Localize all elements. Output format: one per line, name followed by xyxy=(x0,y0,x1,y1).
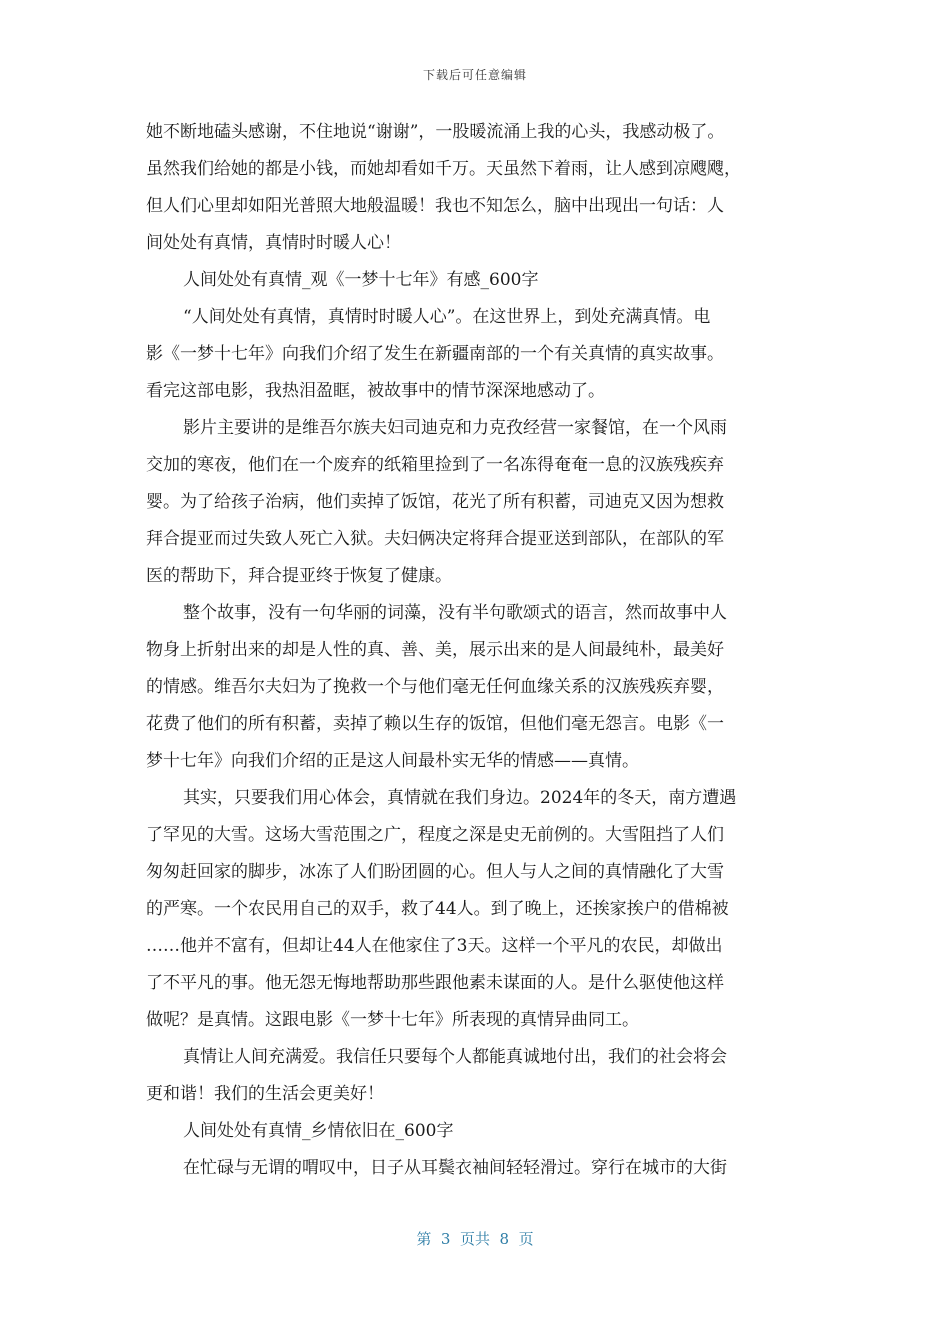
text-line: 影片主要讲的是维吾尔族夫妇司迪克和力克孜经营一家餐馆，在一个风雨 xyxy=(183,418,727,438)
text-line: 梦十七年》向我们介绍的正是这人间最朴实无华的情感——真情。 xyxy=(146,751,639,771)
text-line: 更和谐！我们的生活会更美好！ xyxy=(146,1084,384,1104)
text-line: 人间处处有真情_观《一梦十七年》有感_600字 xyxy=(183,270,539,290)
text-line: 其实，只要我们用心体会，真情就在我们身边。2024年的冬天，南方遭遇 xyxy=(183,788,737,808)
text-line: 人间处处有真情_乡情依旧在_600字 xyxy=(183,1121,454,1141)
page-header: 下载后可任意编辑 xyxy=(422,68,527,82)
text-line: 婴。为了给孩子治病，他们卖掉了饭馆，花光了所有积蓄，司迪克又因为想救 xyxy=(146,492,724,512)
text-line: 的情感。维吾尔夫妇为了挽救一个与他们毫无任何血缘关系的汉族残疾弃婴， xyxy=(146,677,724,697)
text-line: ……他并不富有，但却让44人在他家住了3天。这样一个平凡的农民，却做出 xyxy=(146,936,723,956)
text-line: 了不平凡的事。他无怨无悔地帮助那些跟他素未谋面的人。是什么驱使他这样 xyxy=(146,973,724,993)
text-line: 虽然我们给她的都是小钱，而她却看如千万。天虽然下着雨，让人感到凉飕飕， xyxy=(146,159,741,179)
text-line: 的严寒。一个农民用自己的双手，救了44人。到了晚上，还挨家挨户的借棉被 xyxy=(146,899,729,919)
text-line: 间处处有真情，真情时时暖人心！ xyxy=(146,233,401,253)
text-line: 拜合提亚而过失致人死亡入狱。夫妇俩决定将拜合提亚送到部队，在部队的军 xyxy=(146,529,724,549)
text-line: 医的帮助下，拜合提亚终于恢复了健康。 xyxy=(146,566,452,586)
text-line: 花费了他们的所有积蓄，卖掉了赖以生存的饭馆，但他们毫无怨言。电影《一 xyxy=(146,714,724,734)
text-line: 了罕见的大雪。这场大雪范围之广，程度之深是史无前例的。大雪阻挡了人们 xyxy=(146,825,724,845)
text-line: 但人们心里却如阳光普照大地般温暖！我也不知怎么，脑中出现出一句话：人 xyxy=(146,196,724,216)
text-line: 做呢？是真情。这跟电影《一梦十七年》所表现的真情异曲同工。 xyxy=(146,1010,639,1030)
text-line: 真情让人间充满爱。我信任只要每个人都能真诚地付出，我们的社会将会 xyxy=(183,1047,727,1067)
text-line: 看完这部电影，我热泪盈眶，被故事中的情节深深地感动了。 xyxy=(146,381,605,401)
text-line: 影《一梦十七年》向我们介绍了发生在新疆南部的一个有关真情的真实故事。 xyxy=(146,344,724,364)
text-line: 物身上折射出来的却是人性的真、善、美，展示出来的是人间最纯朴，最美好 xyxy=(146,640,724,660)
text-line: 整个故事，没有一句华丽的词藻，没有半句歌颂式的语言，然而故事中人 xyxy=(183,603,727,623)
document-body xyxy=(146,114,806,1187)
text-line: 交加的寒夜，他们在一个废弃的纸箱里捡到了一名冻得奄奄一息的汉族残疾弃 xyxy=(146,455,724,475)
text-line: 她不断地磕头感谢，不住地说“谢谢”，一股暖流涌上我的心头，我感动极了。 xyxy=(146,122,725,142)
page-number-footer: 第 3 页共 8 页 xyxy=(416,1230,534,1248)
text-line: 在忙碌与无谓的喟叹中，日子从耳鬓衣袖间轻轻滑过。穿行在城市的大街 xyxy=(183,1158,727,1178)
text-line: “人间处处有真情，真情时时暖人心”。在这世界上，到处充满真情。电 xyxy=(183,307,711,327)
text-line: 匆匆赶回家的脚步，冰冻了人们盼团圆的心。但人与人之间的真情融化了大雪 xyxy=(146,862,724,882)
